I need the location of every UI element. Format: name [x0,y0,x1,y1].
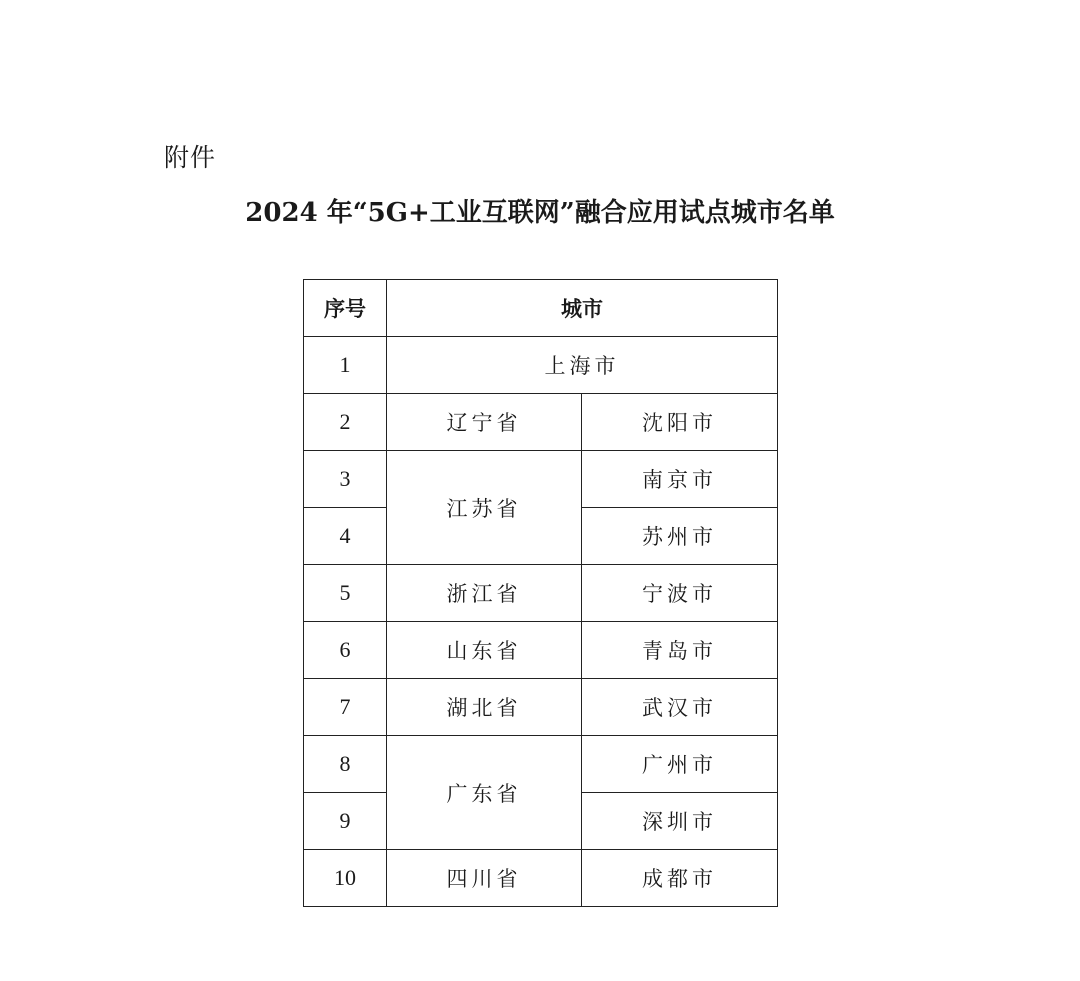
city-cell: 宁波市 [582,565,778,622]
province-cell: 四川省 [387,850,582,907]
row-number: 2 [304,394,387,451]
province-cell: 江苏省 [387,451,582,565]
row-number: 9 [304,793,387,850]
city-cell: 南京市 [582,451,778,508]
row-number: 4 [304,508,387,565]
table-row [304,622,778,679]
row-number: 3 [304,451,387,508]
row-number: 10 [304,850,387,907]
city-cell: 青岛市 [582,622,778,679]
row-number: 8 [304,736,387,793]
province-cell: 湖北省 [387,679,582,736]
city-cell: 广州市 [582,736,778,793]
table-row [304,736,778,793]
table-row [304,565,778,622]
city-cell: 成都市 [582,850,778,907]
document-title: 2024 年“5G+工业互联网”融合应用试点城市名单 [245,198,835,228]
city-cell: 深圳市 [582,793,778,850]
province-cell: 辽宁省 [387,394,582,451]
province-cell: 山东省 [387,622,582,679]
city-cell: 武汉市 [582,679,778,736]
row-number: 7 [304,679,387,736]
province-cell: 广东省 [387,736,582,850]
table-header-row [304,280,778,337]
table-row [304,337,778,394]
province-cell: 浙江省 [387,565,582,622]
city-cell: 苏州市 [582,508,778,565]
attachment-label: 附件 [164,143,217,172]
table-row [304,850,778,907]
header-serial-number: 序号 [304,280,387,337]
table-row [304,679,778,736]
table-row [304,394,778,451]
header-city: 城市 [387,280,778,337]
row-number: 6 [304,622,387,679]
table-row [304,451,778,508]
city-cell: 沈阳市 [582,394,778,451]
city-cell: 上海市 [387,337,778,394]
row-number: 1 [304,337,387,394]
pilot-city-table [303,279,778,907]
row-number: 5 [304,565,387,622]
